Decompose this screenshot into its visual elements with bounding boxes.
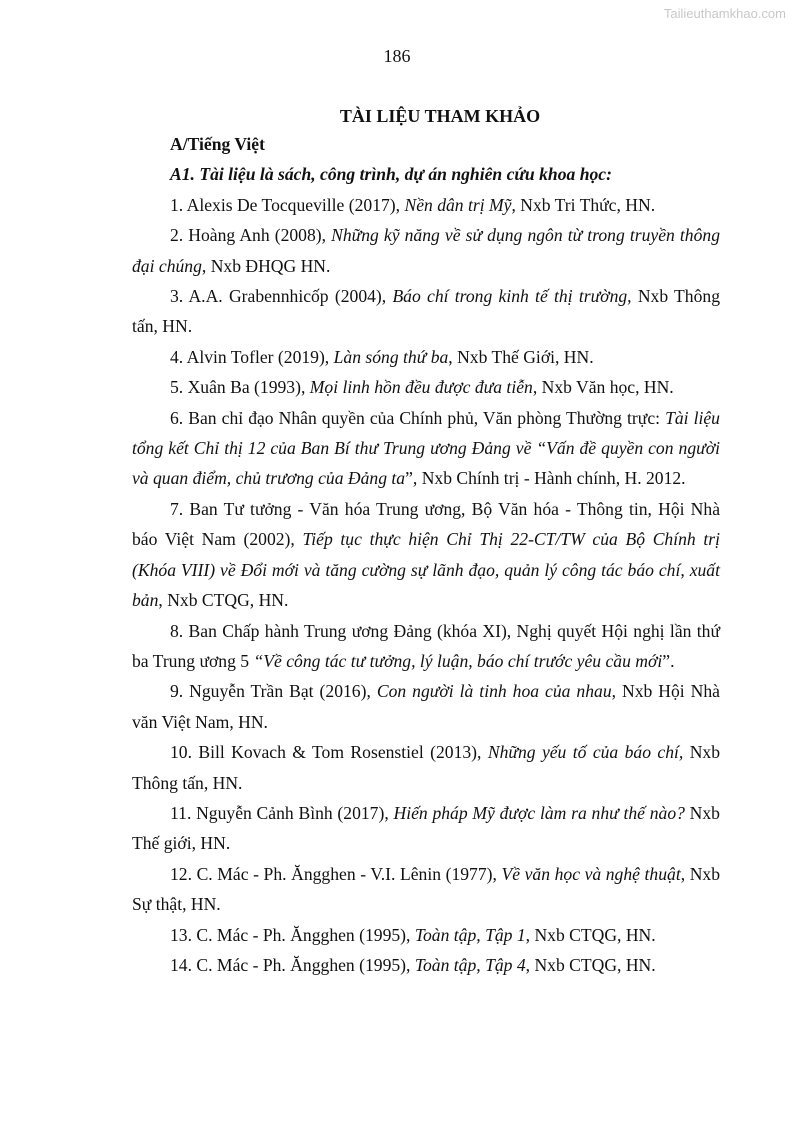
- reference-title: Con người là tinh hoa của nhau: [376, 681, 612, 702]
- reference-title: Mọi linh hồn đều được đưa tiễn: [309, 377, 533, 398]
- reference-title: Những kỹ năng về sử dụng ngôn từ trong truyền thông đại chúng: [132, 225, 720, 276]
- reference-item: [132, 403, 720, 494]
- section-heading: A/Tiếng Việt: [170, 134, 265, 154]
- reference-text: , Nxb Tri Thức, HN.: [511, 194, 656, 215]
- reference-text: , Nxb CTQG, HN.: [525, 954, 656, 975]
- reference-item: [132, 281, 720, 342]
- reference-text: 13. C. Mác - Ph. Ăngghen (1995),: [170, 924, 415, 945]
- reference-text: , Nxb CTQG, HN.: [525, 924, 656, 945]
- reference-text: Nxb Thông tấn, HN.: [132, 286, 720, 337]
- reference-text: 2. Hoàng Anh (2008),: [170, 225, 332, 246]
- subsection-heading: A1. Tài liệu là sách, công trình, dự án nghiên cứu khoa học:: [170, 164, 612, 185]
- reference-text: ”, Nxb Chính trị - Hành chính, H. 2012.: [405, 468, 686, 489]
- reference-item: [132, 920, 720, 950]
- reference-text: 1. Alexis De Tocqueville (2017),: [170, 194, 405, 215]
- reference-item: [132, 737, 720, 798]
- reference-title: Về văn học và nghệ thuật: [501, 863, 681, 884]
- reference-text: 10. Bill Kovach & Tom Rosenstiel (2013),: [170, 742, 488, 763]
- reference-item: [132, 494, 720, 616]
- reference-item: [132, 372, 720, 402]
- reference-item: [132, 616, 720, 677]
- reference-title: Toàn tập, Tập 1: [414, 924, 526, 945]
- reference-title: Tiếp tục thực hiện Chỉ Thị 22-CT/TW của Bộ Chính trị (Khóa VIII) về Đổi mới và tăng cường sự lãnh đạo, quản lý công tác báo chí, xuất bản: [132, 529, 720, 611]
- reference-text: Nxb Thông tấn, HN.: [132, 742, 721, 793]
- reference-text: , Nxb Hội Nhà văn Việt Nam, HN.: [132, 681, 720, 732]
- page-title: TÀI LIỆU THAM KHẢO: [339, 106, 541, 126]
- reference-title: Hiến pháp Mỹ được làm ra như thế nào?: [393, 802, 685, 823]
- reference-text: 7. Ban Tư tưởng - Văn hóa Trung ương, Bộ Văn hóa - Thông tin, Hội Nhà báo Việt Nam (2002),: [132, 498, 720, 550]
- reference-title: Báo chí trong kinh tế thị trường,: [392, 286, 632, 307]
- reference-text: 5. Xuân Ba (1993),: [170, 377, 310, 398]
- reference-list: [132, 129, 720, 980]
- reference-title: Làn sóng thứ ba: [333, 346, 449, 367]
- reference-text: 11. Nguyễn Cảnh Bình (2017),: [170, 802, 394, 823]
- reference-title: “Về công tác tư tưởng, lý luận, báo chí trước yêu cầu mới: [253, 650, 663, 671]
- reference-title: Tài liệu tổng kết Chỉ thị 12 của Ban Bí thư Trung ương Đảng về “Vấn đề quyền con người và quan điểm, chủ trương của Đảng ta: [132, 407, 720, 489]
- reference-text: 8. Ban Chấp hành Trung ương Đảng (khóa XI), Nghị quyết Hội nghị lần thứ ba Trung ương 5: [132, 620, 720, 671]
- reference-text: 4. Alvin Tofler (2019),: [170, 346, 334, 367]
- reference-item: [132, 342, 720, 372]
- reference-item: [132, 676, 720, 737]
- reference-text: , Nxb Thế Giới, HN.: [448, 346, 594, 367]
- reference-item: [132, 950, 720, 980]
- reference-text: , Nxb Văn học, HN.: [532, 377, 674, 398]
- reference-text: 6. Ban chỉ đạo Nhân quyền của Chính phủ, Văn phòng Thường trực:: [170, 407, 666, 428]
- reference-text: 3. A.A. Grabennhicốp (2004),: [170, 286, 393, 307]
- page-number: 186: [383, 46, 411, 66]
- reference-text: , Nxb ĐHQG HN.: [201, 255, 331, 276]
- reference-item: [132, 859, 720, 920]
- reference-title: Toàn tập, Tập 4: [414, 954, 526, 975]
- reference-text: , Nxb Sự thật, HN.: [132, 863, 720, 915]
- reference-title: Những yếu tố của báo chí,: [487, 742, 684, 763]
- reference-text: , Nxb CTQG, HN.: [158, 590, 289, 611]
- reference-text: 14. C. Mác - Ph. Ăngghen (1995),: [170, 954, 415, 975]
- references: [132, 190, 720, 981]
- reference-item: [132, 220, 720, 281]
- reference-item: [132, 798, 720, 859]
- watermark: Tailieuthamkhao.com: [663, 6, 786, 21]
- reference-text: Nxb Thế giới, HN.: [132, 802, 720, 854]
- reference-title: Nền dân trị Mỹ: [404, 194, 512, 215]
- reference-text: 12. C. Mác - Ph. Ăngghen - V.I. Lênin (1977),: [170, 863, 502, 884]
- reference-item: [132, 190, 720, 220]
- reference-text: ”.: [662, 650, 675, 671]
- reference-text: 9. Nguyễn Trần Bạt (2016),: [170, 681, 377, 702]
